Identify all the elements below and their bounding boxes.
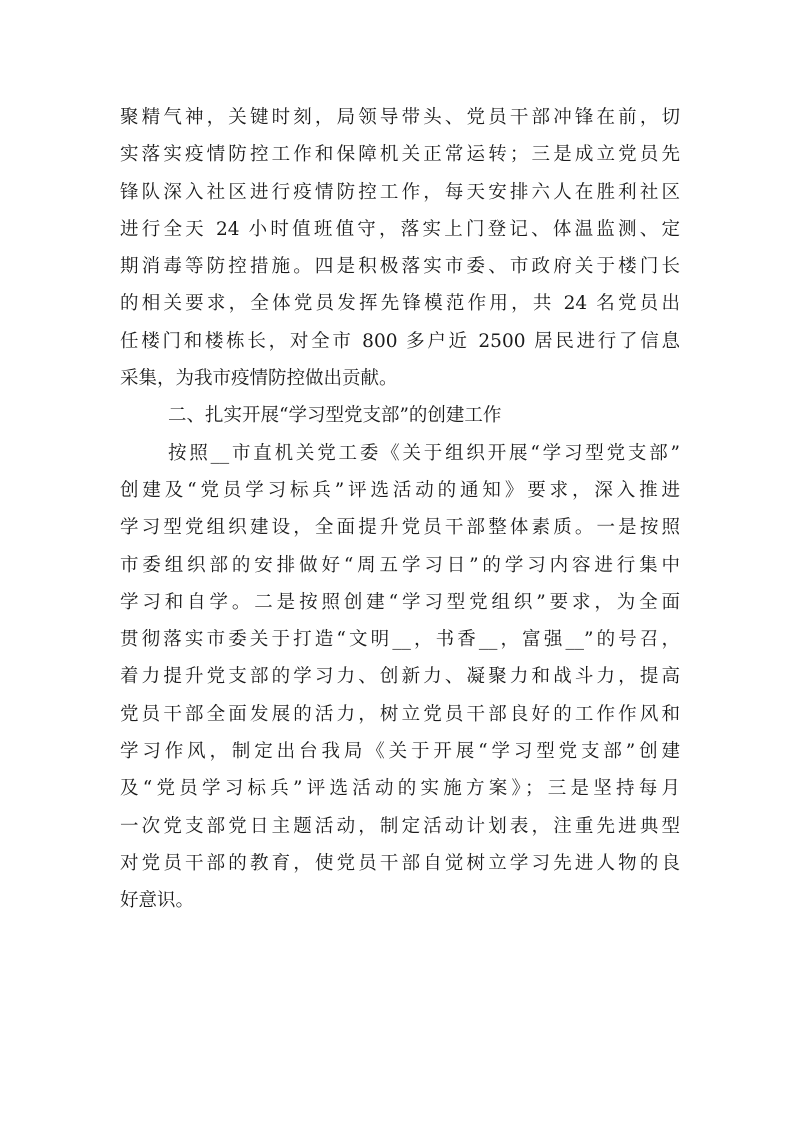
text-line: 学习作风，制定出台我局《关于开展“学习型党支部”创建 [120, 741, 680, 763]
text-line: 学习型党组织建设，全面提升党员干部整体素质。一是按照 [120, 517, 680, 539]
text-line: 着力提升党支部的学习力、创新力、凝聚力和战斗力，提高 [120, 666, 680, 688]
paragraph-continuation [120, 99, 680, 397]
text-line: 学习和自学。二是按照创建“学习型党组织”要求，为全面 [120, 591, 680, 613]
text-line: 创建及“党员学习标兵”评选活动的通知》要求，深入推进 [120, 479, 680, 501]
text-line: 市委组织部的安排做好“周五学习日”的学习内容进行集中 [120, 554, 680, 576]
text-line: 一次党支部党日主题活动，制定活动计划表，注重先进典型 [120, 815, 680, 837]
paragraph-learning-party-branch [120, 435, 680, 920]
text-line: 党员干部全面发展的活力，树立党员干部良好的工作作风和 [120, 703, 680, 725]
text-line: 锋队深入社区进行疫情防控工作，每天安排六人在胜利社区 [120, 181, 680, 203]
text-line: 好意识。 [120, 890, 195, 912]
text-line: 的相关要求，全体党员发挥先锋模范作用，共 24 名党员出 [120, 293, 680, 315]
text-line: 聚精气神，关键时刻，局领导带头、党员干部冲锋在前，切 [120, 107, 680, 128]
document-body [120, 99, 680, 920]
text-line: 进行全天 24 小时值班值守，落实上门登记、体温监测、定 [120, 218, 680, 240]
section-heading: 二、扎实开展“学习型党支部”的创建工作 [168, 405, 502, 427]
text-line: 期消毒等防控措施。四是积极落实市委、市政府关于楼门长 [120, 256, 680, 278]
text-line: 按照__市直机关党工委《关于组织开展“学习型党支部” [168, 442, 680, 464]
text-line: 贯彻落实市委关于打造“文明__，书香__，富强__”的号召， [120, 629, 680, 651]
text-line: 对党员干部的教育，使党员干部自觉树立学习先进人物的良 [120, 852, 680, 874]
text-line: 及“党员学习标兵”评选活动的实施方案》；三是坚持每月 [120, 778, 680, 800]
text-line: 任楼门和楼栋长，对全市 800 多户近 2500 居民进行了信息 [120, 330, 680, 352]
text-line: 采集，为我市疫情防控做出贡献。 [120, 368, 398, 390]
text-line: 实落实疫情防控工作和保障机关正常运转；三是成立党员先 [120, 144, 680, 166]
